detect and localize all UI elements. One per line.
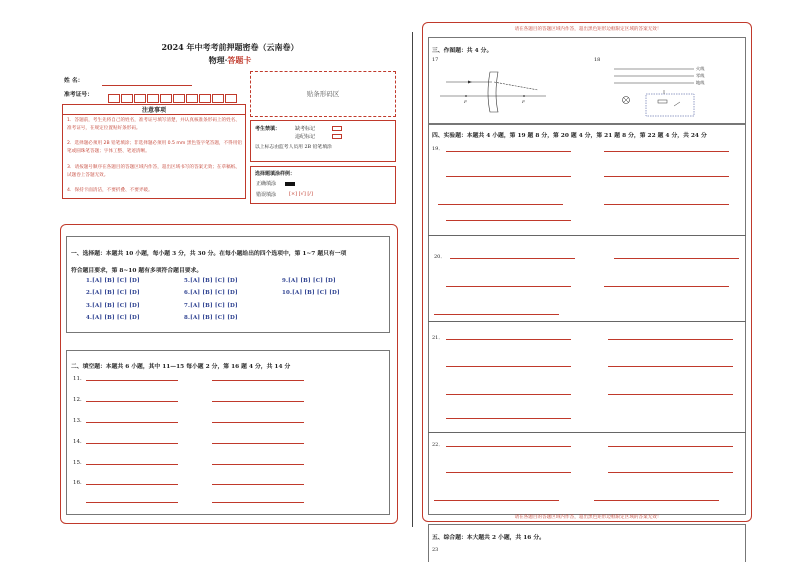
q19-line-4a[interactable] bbox=[446, 220, 571, 221]
section1-title2: 符合题目要求，第 8~10 题有多项符合题目要求。 bbox=[71, 268, 203, 274]
wire-label-neutral: 零线 bbox=[696, 73, 705, 78]
q21-line-3b[interactable] bbox=[608, 394, 733, 395]
q13-label: 13． bbox=[73, 418, 86, 424]
q20-line-2a[interactable] bbox=[446, 286, 571, 287]
q21-line-3a[interactable] bbox=[446, 394, 571, 395]
svg-text:F: F bbox=[522, 99, 525, 104]
absent-checkbox[interactable] bbox=[332, 126, 342, 131]
q17-label: 17 bbox=[432, 57, 439, 63]
q19-label: 19． bbox=[432, 146, 444, 152]
q22-line-1b[interactable] bbox=[608, 446, 733, 447]
q11-line-a[interactable] bbox=[86, 380, 178, 381]
fold-divider bbox=[412, 32, 413, 527]
ticket-number-boxes[interactable] bbox=[108, 88, 244, 98]
q22-line-2a[interactable] bbox=[446, 472, 571, 473]
q1-bubbles[interactable]: 1.[A] [B] [C] [D] bbox=[86, 278, 140, 284]
q19-divider bbox=[428, 235, 746, 236]
q20-line-2b[interactable] bbox=[604, 286, 729, 287]
q16-line-c[interactable] bbox=[86, 502, 178, 503]
q22-line-3a[interactable] bbox=[434, 500, 559, 501]
section5-title: 五、综合题：本大题共 2 小题，共 16 分。 bbox=[432, 535, 545, 541]
q15-label: 15． bbox=[73, 460, 86, 466]
wire-label-live: 火线 bbox=[696, 66, 705, 71]
section4-title: 四、实验题：本题共 4 小题，第 19 题 8 分，第 20 题 4 分，第 21 题 8 分，第 22 题 4 分，共 24 分 bbox=[432, 133, 707, 139]
q12-label: 12． bbox=[73, 397, 86, 403]
section2-box bbox=[66, 350, 390, 515]
barcode-label: 贴条形码区 bbox=[306, 90, 340, 98]
svg-text:F: F bbox=[464, 99, 467, 104]
exam-marks-label: 考生禁填： bbox=[255, 126, 281, 132]
q19-line-3b[interactable] bbox=[604, 204, 729, 205]
q12-line-a[interactable] bbox=[86, 401, 178, 402]
q11-label: 11． bbox=[73, 376, 86, 382]
q19-line-2a[interactable] bbox=[446, 176, 571, 177]
note-item-4: 4．保持卡面清洁，不要折叠、不要弄破。 bbox=[67, 188, 153, 193]
q6-bubbles[interactable]: 6.[A] [B] [C] [D] bbox=[184, 290, 238, 296]
fill-sample-title: 选择题填涂样例： bbox=[255, 171, 296, 177]
q16-line-d[interactable] bbox=[212, 502, 304, 503]
q7-bubbles[interactable]: 7.[A] [B] [C] [D] bbox=[184, 303, 238, 309]
q3-bubbles[interactable]: 3.[A] [B] [C] [D] bbox=[86, 303, 140, 309]
lens-diagram bbox=[438, 70, 548, 114]
q18-label: 18 bbox=[594, 57, 601, 63]
warning-top: 请在各题目的答题区域内作答，超出黑色矩形边框限定区域的答案无效！ bbox=[514, 27, 662, 32]
wire-label-ground: 地线 bbox=[696, 80, 705, 85]
subject-label: 物理· bbox=[208, 55, 228, 65]
q22-line-2b[interactable] bbox=[608, 472, 733, 473]
name-field[interactable] bbox=[102, 85, 192, 86]
q20-label: 20． bbox=[434, 254, 446, 260]
q20-line-1a[interactable] bbox=[450, 258, 575, 259]
q22-line-3b[interactable] bbox=[594, 500, 719, 501]
q16-line-a[interactable] bbox=[86, 484, 178, 485]
exam-marks-note: 以上标志由监考人员用 2B 铅笔填涂 bbox=[255, 145, 332, 150]
notes-title: 注意事项 bbox=[141, 107, 166, 114]
q10-bubbles[interactable]: 10.[A] [B] [C] [D] bbox=[282, 290, 340, 296]
wrong-fill-label: 错误填涂 bbox=[256, 192, 277, 198]
section2-title: 二、填空题：本题共 6 小题，其中 11—15 每小题 2 分，第 16 题 4 分，共 14 分 bbox=[71, 364, 291, 370]
wrong-fill-marks: [×] [√] [/] bbox=[289, 191, 313, 197]
q19-line-3a[interactable] bbox=[438, 204, 563, 205]
q16-line-b[interactable] bbox=[212, 484, 304, 485]
q13-line-b[interactable] bbox=[212, 422, 304, 423]
q14-line-a[interactable] bbox=[86, 443, 178, 444]
correct-fill-mark bbox=[285, 182, 295, 186]
note-item-2: 2．选择题必须用 2B 铅笔填涂；非选择题必须用 0.5 mm 黑色签字笔答题，不得用铅笔或圆珠笔答题；字体工整、笔迹清晰。 bbox=[67, 141, 242, 154]
q21-line-1b[interactable] bbox=[608, 339, 733, 340]
q4-bubbles[interactable]: 4.[A] [B] [C] [D] bbox=[86, 315, 140, 321]
q9-bubbles[interactable]: 9.[A] [B] [C] [D] bbox=[282, 278, 336, 284]
q14-line-b[interactable] bbox=[212, 443, 304, 444]
note-item-3: 3．请按题号顺序在各题目的答题区域内作答，超出区域书写的答案无效；在草稿纸、试题卷上答题无效。 bbox=[67, 165, 240, 178]
q20-line-3a[interactable] bbox=[434, 314, 559, 315]
q15-line-b[interactable] bbox=[212, 464, 304, 465]
cheat-label: 违纪标记 bbox=[295, 134, 316, 140]
section1-title: 一、选择题：本题共 10 小题，每小题 3 分，共 30 分。在每小题给出的四个选项中，第 1~7 题只有一项 bbox=[71, 251, 347, 257]
note-item-1: 1．答题前，考生先将自己的姓名，准考证号填写清楚，并认真核准条形码上的姓名、准考证号，在规定位置贴好条形码。 bbox=[67, 118, 240, 131]
absent-label: 缺考标记 bbox=[295, 126, 316, 132]
q21-divider bbox=[428, 432, 746, 433]
correct-fill-label: 正确填涂 bbox=[256, 181, 277, 187]
page-subtitle bbox=[120, 55, 340, 66]
q23-label: 23 bbox=[432, 547, 439, 553]
q15-line-a[interactable] bbox=[86, 464, 178, 465]
q19-line-1b[interactable] bbox=[604, 151, 729, 152]
notes-divider bbox=[62, 114, 246, 115]
q5-bubbles[interactable]: 5.[A] [B] [C] [D] bbox=[184, 278, 238, 284]
q16-label: 16． bbox=[73, 480, 86, 486]
cheat-checkbox[interactable] bbox=[332, 134, 342, 139]
q13-line-a[interactable] bbox=[86, 422, 178, 423]
name-label: 姓 名： bbox=[64, 78, 84, 84]
q14-label: 14． bbox=[73, 439, 86, 445]
q21-line-1a[interactable] bbox=[446, 339, 571, 340]
q20-line-1b[interactable] bbox=[614, 258, 739, 259]
card-label: 答题卡 bbox=[227, 55, 252, 65]
section4-box bbox=[428, 124, 746, 515]
section5-box bbox=[428, 524, 746, 562]
page-title: 2024 年中考考前押题密卷（云南卷） bbox=[161, 42, 299, 52]
q22-line-1a[interactable] bbox=[446, 446, 571, 447]
q8-bubbles[interactable]: 8.[A] [B] [C] [D] bbox=[184, 315, 238, 321]
q21-label: 21． bbox=[432, 335, 444, 341]
ticket-label: 准考证号： bbox=[64, 92, 93, 98]
q22-label: 22． bbox=[432, 442, 444, 448]
q21-line-2a[interactable] bbox=[446, 366, 571, 367]
q19-line-2b[interactable] bbox=[604, 176, 729, 177]
right-page bbox=[418, 0, 794, 562]
warning-bottom: 请在各题目的答题区域内作答，超出黑色矩形边框限定区域的答案无效！ bbox=[514, 515, 662, 520]
section3-title: 三、作图题：共 4 分。 bbox=[432, 48, 493, 54]
q21-line-4a[interactable] bbox=[446, 418, 571, 419]
q11-line-b[interactable] bbox=[212, 380, 304, 381]
q2-bubbles[interactable]: 2.[A] [B] [C] [D] bbox=[86, 290, 140, 296]
q20-divider bbox=[428, 321, 746, 322]
q21-line-2b[interactable] bbox=[608, 366, 733, 367]
q12-line-b[interactable] bbox=[212, 401, 304, 402]
q19-line-1a[interactable] bbox=[446, 151, 571, 152]
